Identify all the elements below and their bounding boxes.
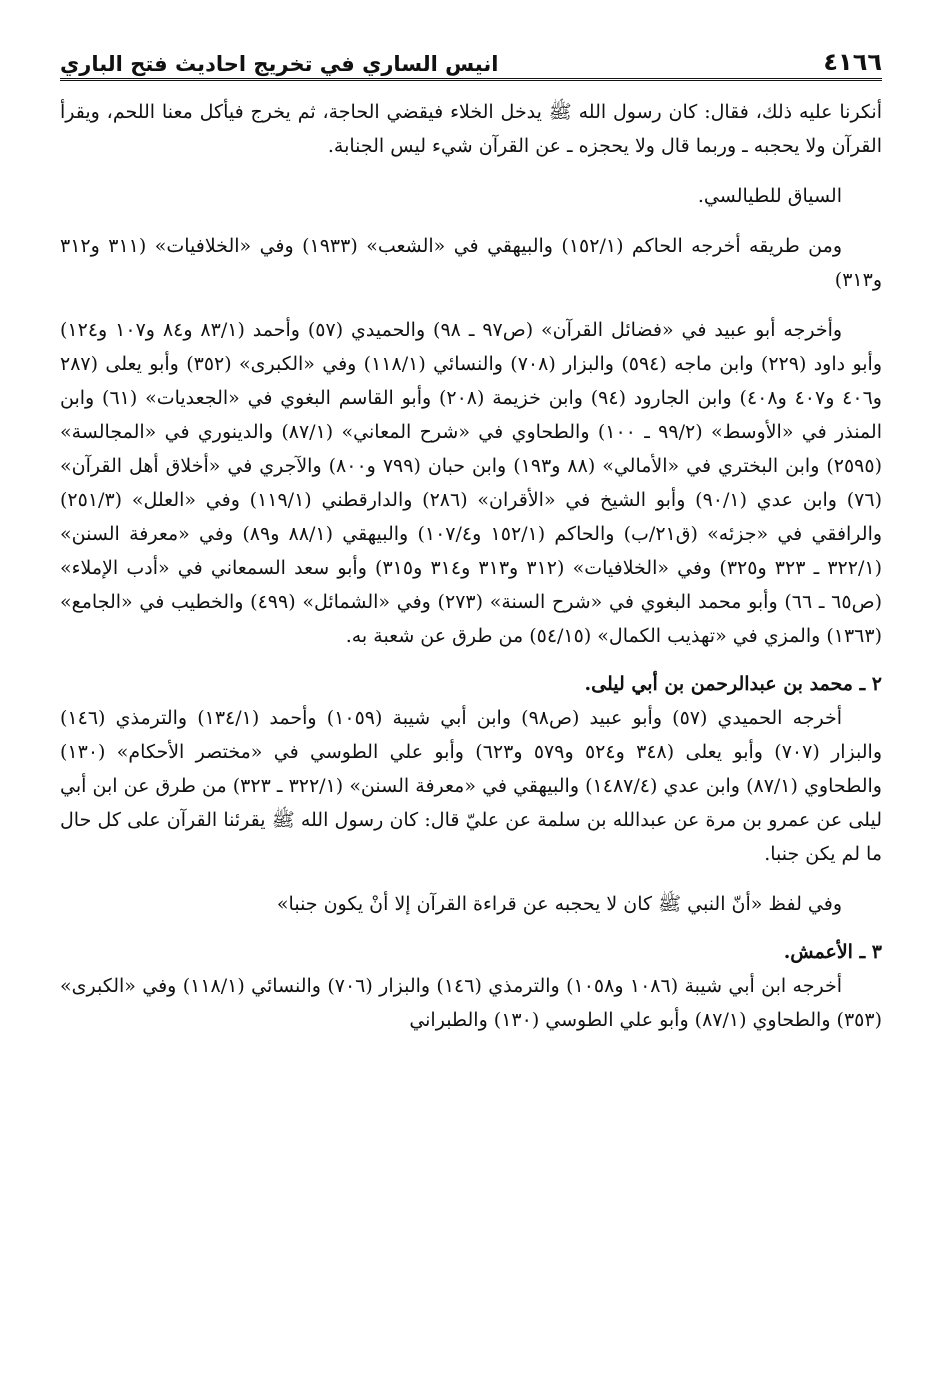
list-number: ٣ ـ	[859, 941, 882, 963]
page-number: ٤١٦٦	[823, 48, 882, 76]
list-item-2	[60, 667, 882, 701]
document-page	[60, 40, 882, 1372]
paragraph-humaidi: أخرجه الحميدي (٥٧) وأبو عبيد (ص٩٨) وابن أبي شيبة (١٠٥٩) وأحمد (١٣٤/١) والترمذي (١٤٦) والبزار (٧٠٧) وأبو يعلى (٣٤٨ و٥٢٤ و٥٧٩ و٦٢٣) وأبو علي الطوسي في «مختصر الأحكام» (١٣٠) والطحاوي (٨٧/١) وابن عدي (١٤٨٧/٤) والبيهقي في «معرفة السنن» (٣٢٢/١ ـ ٣٢٣) من طرق عن ابن أبي ليلى عن عمرو بن مرة عن عبدالله بن سلمة عن عليّ قال: كان رسول الله ﷺ يقرئنا القرآن على كل حال ما لم يكن جنبا.	[60, 707, 883, 865]
paragraph-continuation: أنكرنا عليه ذلك، فقال: كان رسول الله ﷺ يدخل الخلاء فيقضي الحاجة، ثم يخرج فيأكل معنا اللحم، ويقرأ القرآن ولا يحجبه ـ وربما قال ولا يحجزه ـ عن القرآن شيء ليس الجنابة.	[60, 101, 882, 157]
paragraph-abu-ubaid: وأخرجه أبو عبيد في «فضائل القرآن» (ص٩٧ ـ ٩٨) والحميدي (٥٧) وأحمد (٨٣/١ و٨٤ و١٠٧ و١٢٤) وأبو داود (٢٢٩) وابن ماجه (٥٩٤) والبزار (٧٠٨) والنسائي (١١٨/١) وفي «الكبرى» (٣٥٢) وأبو يعلى (٢٨٧ و٤٠٦ و٤٠٧ و٤٠٨) وابن الجارود (٩٤) وابن خزيمة (٢٠٨) وأبو القاسم البغوي في «الجعديات» (٦١) وابن المنذر في «الأوسط» (٩٩/٢ ـ ١٠٠) والطحاوي في «شرح المعاني» (٨٧/١) والدينوري في «المجالسة» (٢٥٩٥) وابن البختري في «الأمالي» (٨٨ و١٩٣) وابن حبان (٧٩٩ و٨٠٠) والآجري في «أخلاق أهل القرآن» (٧٦) وابن عدي (٩٠/١) وأبو الشيخ في «الأقران» (٢٨٦) والدارقطني (١١٩/١) وفي «العلل» (٢٥١/٣) والرافقي في «جزئه» (ق٢١/ب) والحاكم (١٥٢/١ و١٠٧/٤) والبيهقي (٨٨/١ و٨٩) وفي «معرفة السنن» (٣٢٢/١ ـ ٣٢٣ و٣٢٥) وفي «الخلافيات» (٣١٢ و٣١٣ و٣١٤ و٣١٥) وأبو سعد السمعاني في «أدب الإملاء» (ص٦٥ ـ ٦٦) وأبو محمد البغوي في «شرح السنة» (٢٧٣) وفي «الشمائل» (٤٩٩) والخطيب في «الجامع» (١٣٦٣) والمزي في «تهذيب الكمال» (٥٤/١٥) من طرق عن شعبة به.	[60, 319, 883, 647]
book-title: انيس الساري في تخريج احاديث فتح الباري	[60, 52, 499, 76]
list-item-3	[60, 935, 882, 969]
page-body	[60, 95, 882, 1037]
running-header	[60, 40, 882, 81]
paragraph-lafz: وفي لفظ «أنّ النبي ﷺ كان لا يحجبه عن قراءة القرآن إلا أنْ يكون جنبا»	[276, 893, 842, 915]
list-number: ٢ ـ	[859, 673, 882, 695]
paragraph-ibn-abi-shaiba: أخرجه ابن أبي شيبة (١٠٨٦ و١٠٥٨) والترمذي (١٤٦) والبزار (٧٠٦) والنسائي (١١٨/١) وفي «الكبرى» (٣٥٣) والطحاوي (٨٧/١) وأبو علي الطوسي (١٣٠) والطبراني	[60, 975, 882, 1031]
paragraph-hakim: ومن طريقه أخرجه الحاكم (١٥٢/١) والبيهقي في «الشعب» (١٩٣٣) وفي «الخلافيات» (٣١١ و٣١٢ و٣١٣)	[60, 235, 882, 291]
paragraph-siyaq: السياق للطيالسي.	[697, 185, 842, 207]
list-heading: محمد بن عبدالرحمن بن أبي ليلى.	[584, 673, 853, 695]
list-heading: الأعمش.	[783, 941, 853, 963]
